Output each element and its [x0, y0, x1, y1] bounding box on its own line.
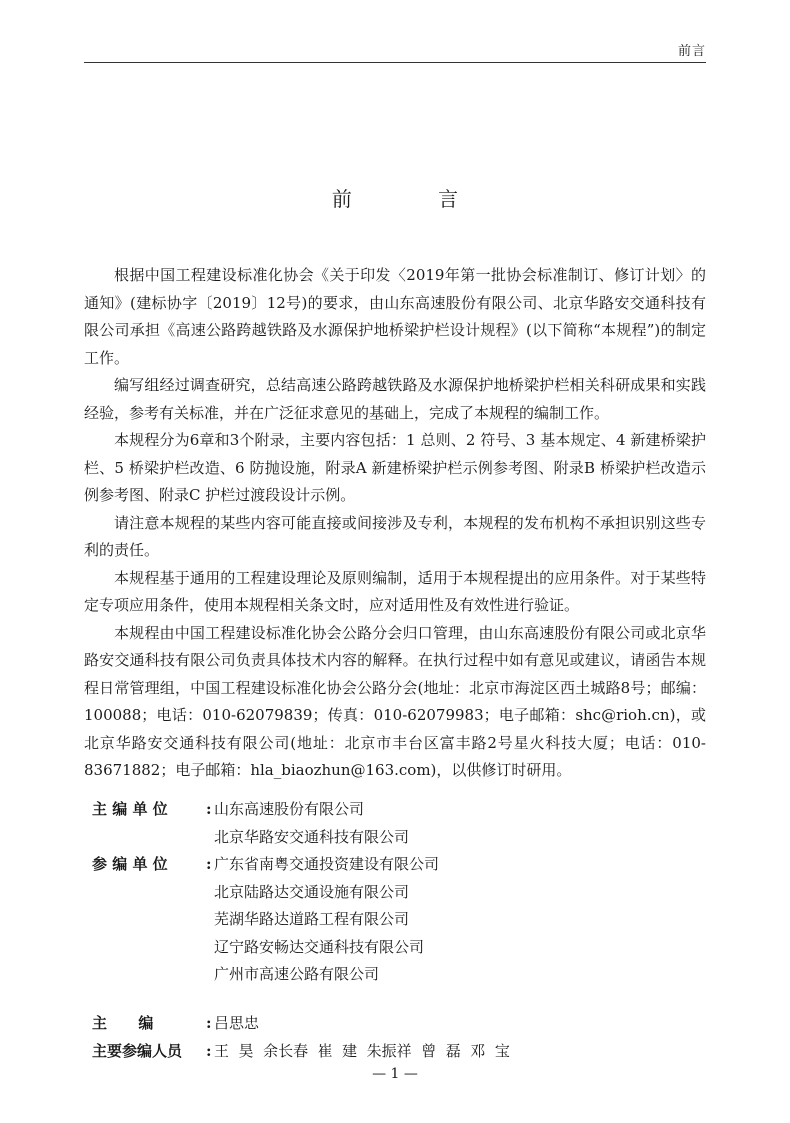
participating-unit-row — [92, 961, 439, 989]
main-participants-row: 主要参编人员 : 王 昊 余长春 崔 建 朱振祥 曾 磊 邓 宝 — [92, 1038, 510, 1066]
participating-unit: 辽宁路安畅达交通科技有限公司 — [214, 937, 425, 956]
participating-unit-row: 参 编 单 位 : 广东省南粤交通投资建设有限公司 — [92, 851, 439, 879]
chief-editor-row: 主 编 : 吕思忠 — [92, 1010, 510, 1038]
running-header: 前言 — [677, 44, 706, 59]
participating-unit-row — [92, 879, 439, 907]
page-number: — 1 — — [372, 1066, 418, 1082]
main-participants: 王 昊 余长春 崔 建 朱振祥 曾 磊 邓 宝 — [214, 1041, 510, 1060]
paragraph: 请注意本规程的某些内容可能直接或间接涉及专利，本规程的发布机构不承担识别这些专利的责任。 — [84, 513, 706, 559]
participating-unit-row — [92, 934, 439, 962]
editors — [92, 1010, 510, 1065]
chief-editor-label: 主 编 — [92, 1014, 154, 1032]
participating-unit: 芜湖华路达道路工程有限公司 — [214, 910, 410, 928]
chief-unit-row: 主 编 单 位 : 山东高速股份有限公司 — [92, 796, 439, 824]
main-participants-label: 主要参编人员 — [92, 1041, 183, 1060]
participating-units-label: 参 编 单 位 — [92, 855, 168, 873]
paragraph: 本规程基于通用的工程建设理论及原则编制，适用于本规程提出的应用条件。对于某些特定专项应用条件，使用本规程相关条文时，应对适用性及有效性进行验证。 — [84, 568, 706, 614]
chief-unit: 北京华路安交通科技有限公司 — [214, 827, 410, 846]
participating-unit: 北京陆路达交通设施有限公司 — [214, 882, 410, 901]
chief-unit: 山东高速股份有限公司 — [214, 800, 365, 818]
page-title: 前 言 — [331, 187, 499, 211]
participating-unit: 广东省南粤交通投资建设有限公司 — [214, 855, 440, 873]
paragraph: 本规程由中国工程建设标准化协会公路分会归口管理，由山东高速股份有限公司或北京华路安交通科技有限公司负责具体技术内容的解释。在执行过程中如有意见或建议，请函告本规程日常管理组，中国工程建设标准化协会公路分会(地址：北京市海淀区西土城路8号；邮编：100088；电话：010-62079839；传真：010-62079983；电子邮箱：shc@rioh.cn)，或北京华路安交通科技有限公司(地址：北京市丰台区富丰路2号星火科技大厦；电话：010-83671882；电子邮箱：hla_biaozhun@163.com)，以供修订时研用。 — [84, 623, 706, 779]
chief-units-label: 主 编 单 位 — [92, 800, 168, 818]
paragraph: 本规程分为6章和3个附录，主要内容包括：1 总则、2 符号、3 基本规定、4 新建桥梁护栏、5 桥梁护栏改造、6 防抛设施，附录A 新建桥梁护栏示例参考图、附录B 桥梁护栏改造示例参考图、附录C 护栏过渡段设计示例。 — [84, 431, 706, 504]
preface-body — [84, 262, 706, 785]
participating-unit: 广州市高速公路有限公司 — [214, 965, 380, 983]
paragraph: 根据中国工程建设标准化协会《关于印发〈2019年第一批协会标准制订、修订计划〉的通知》(建标协字〔2019〕12号)的要求，由山东高速股份有限公司、北京华路安交通科技有限公司承担《高速公路跨越铁路及水源保护地桥梁护栏设计规程》(以下简称“本规程”)的制定工作。 — [84, 266, 706, 367]
editorial-units — [92, 796, 439, 989]
header-rule — [84, 62, 706, 63]
chief-editor: 吕思忠 — [214, 1014, 260, 1032]
paragraph: 编写组经过调查研究，总结高速公路跨越铁路及水源保护地桥梁护栏相关科研成果和实践经验，参考有关标准，并在广泛征求意见的基础上，完成了本规程的编制工作。 — [84, 376, 706, 422]
chief-unit-row — [92, 824, 439, 852]
participating-unit-row — [92, 906, 439, 934]
